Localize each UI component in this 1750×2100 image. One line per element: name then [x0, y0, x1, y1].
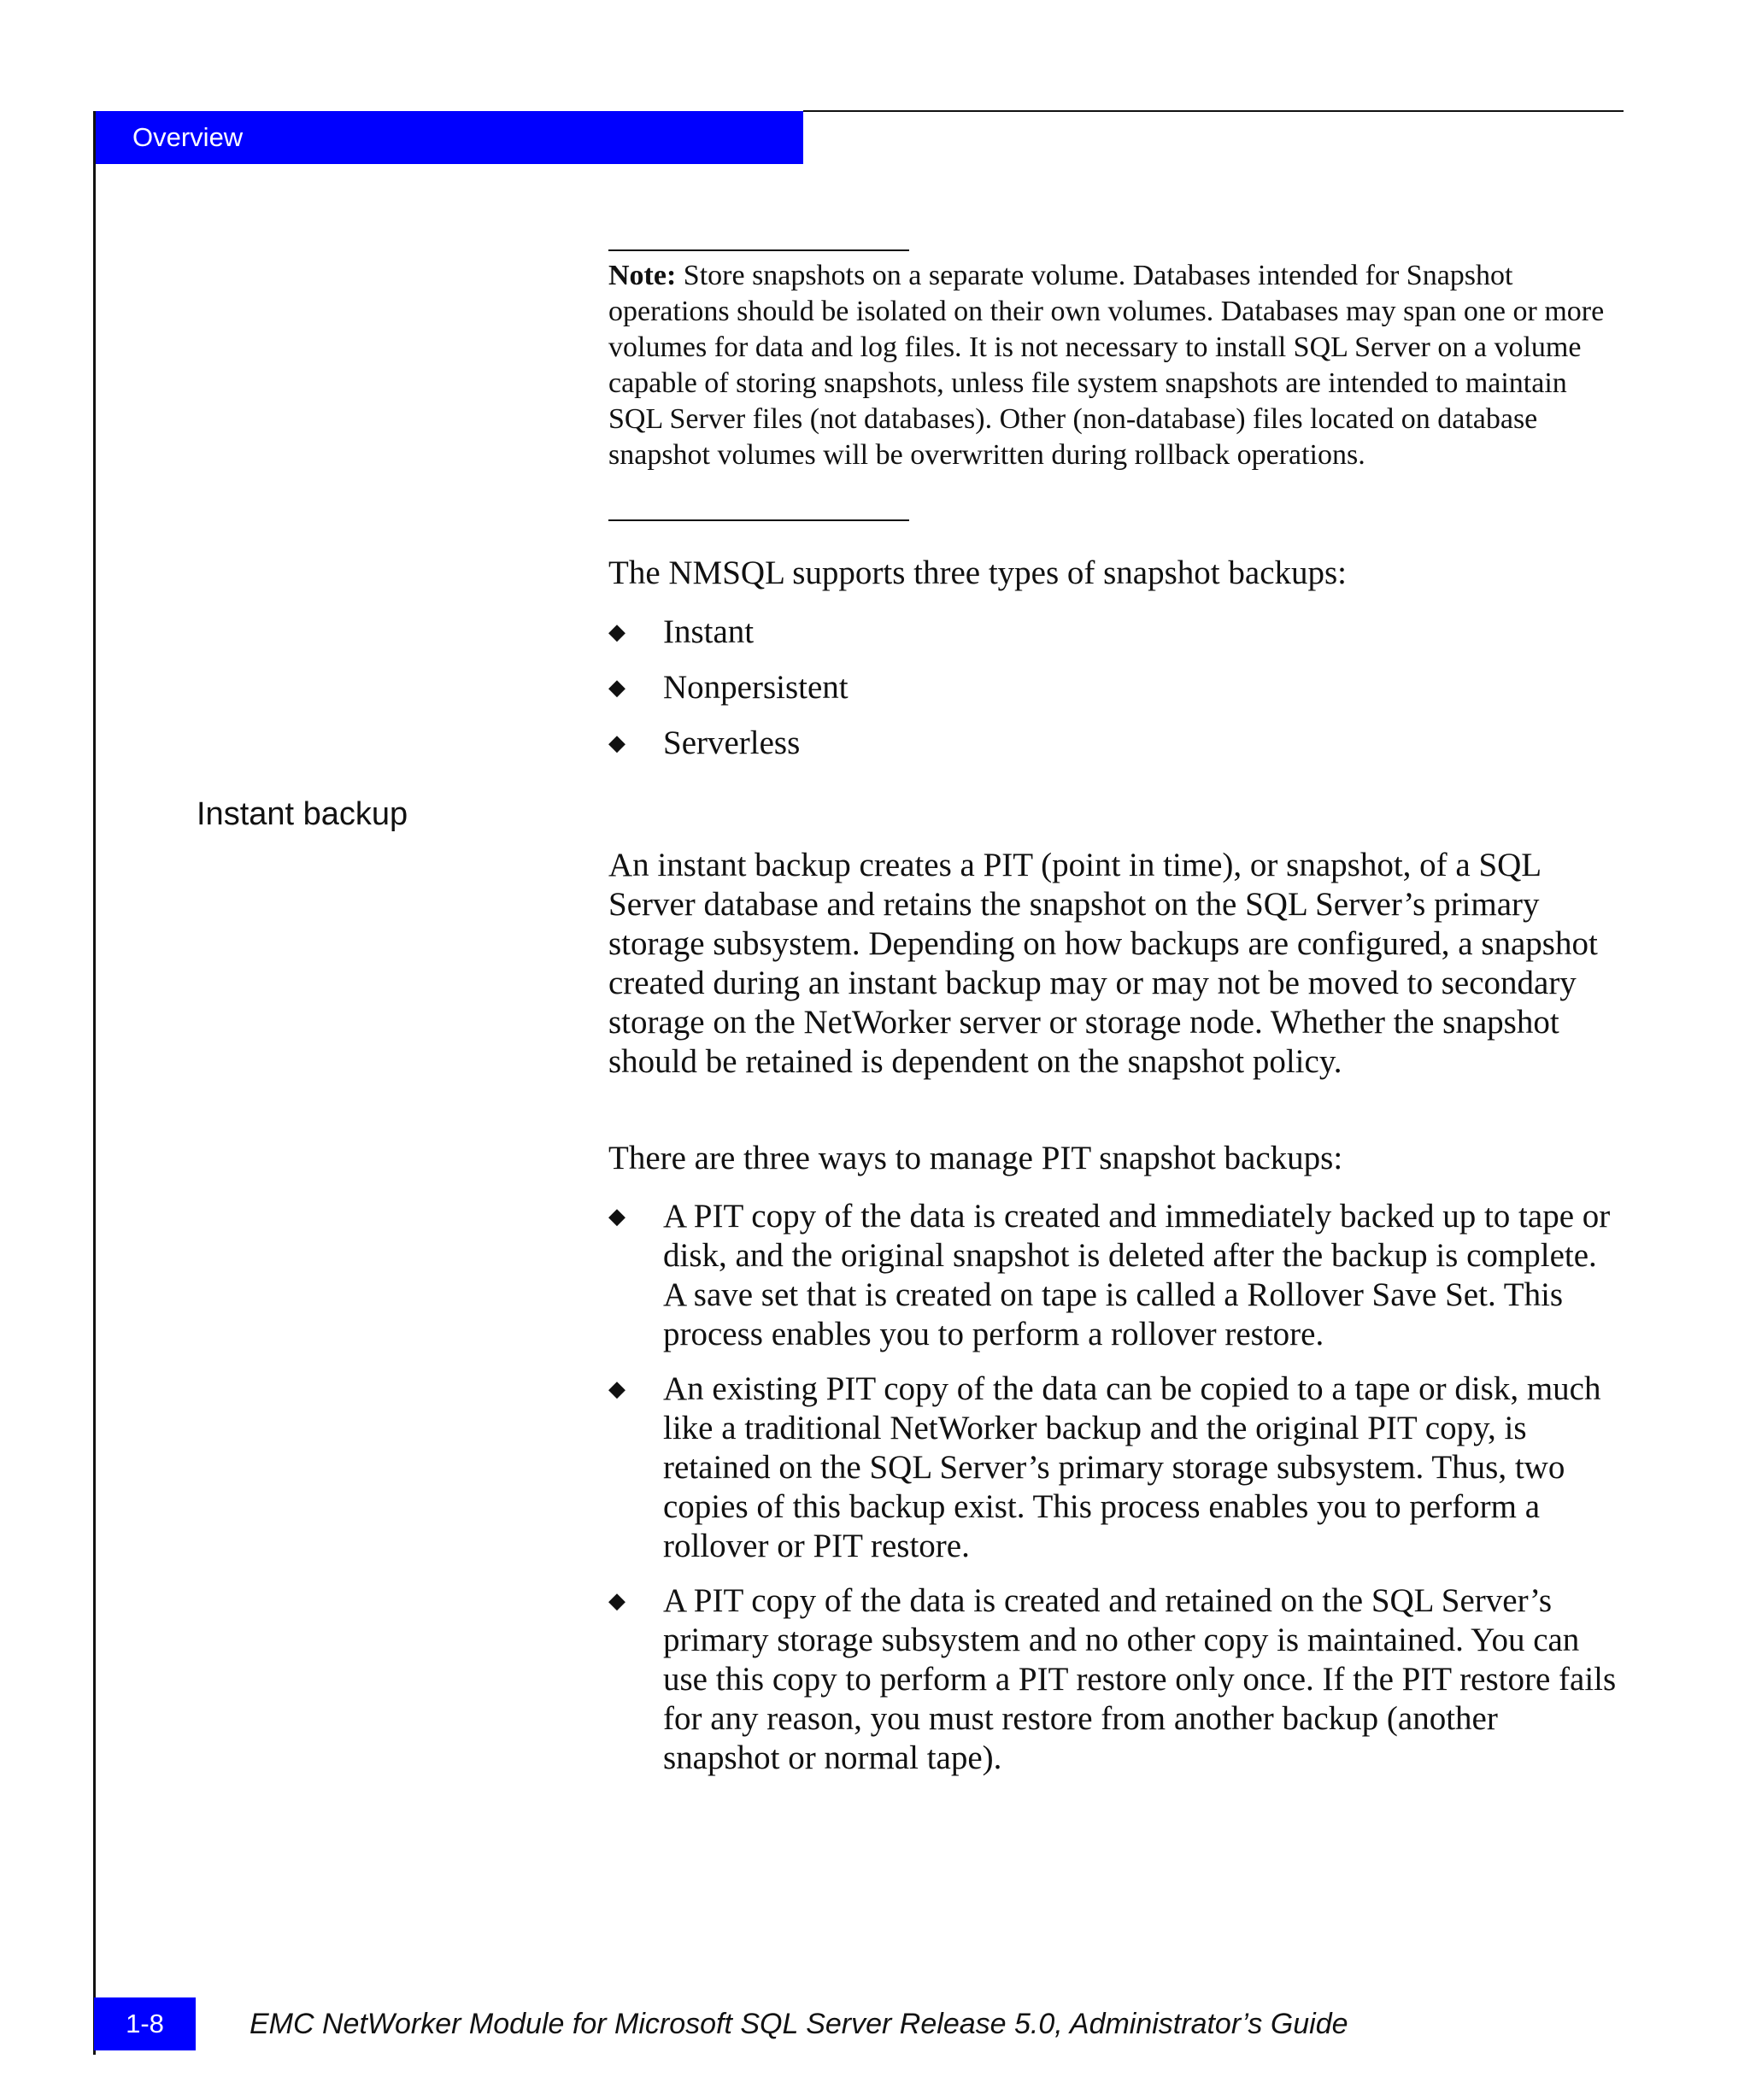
note-label: Note:: [608, 260, 677, 291]
list-item: [608, 1370, 1617, 1566]
note-top-rule: [608, 249, 909, 251]
diamond-bullet-icon: ◆: [608, 1376, 625, 1402]
list-item-text: An existing PIT copy of the data can be copied to a tape or disk, much like a traditional NetWorker backup and the original PIT copy, is retained on the SQL Server’s primary storage subsystem. Thus, two copies of this backup exist. This process enables you to perform a rollover or PIT restore.: [663, 1370, 1601, 1564]
list-item: [608, 668, 1617, 707]
diamond-bullet-icon: ◆: [608, 1204, 625, 1229]
page-number: 1-8: [94, 1997, 196, 2050]
diamond-bullet-icon: ◆: [608, 1588, 625, 1614]
left-margin-rule: [93, 111, 96, 2055]
note-text: Store snapshots on a separate volume. Databases intended for Snapshot operations should be isolated on their own volumes. Databases may span one or more volumes for data and log files. It is not necessary to install SQL Server on a volume capable of storing snapshots, unless file system snapshots are intended to maintain SQL Server files (not databases). Other (non-database) files located on database snapshot volumes will be overwritten during rollback operations.: [608, 260, 1605, 471]
section-header-tab: [94, 111, 803, 164]
section-heading: Instant backup: [197, 796, 408, 832]
diamond-bullet-icon: ◆: [608, 619, 625, 645]
diamond-bullet-icon: ◆: [608, 730, 625, 756]
footer-title: EMC NetWorker Module for Microsoft SQL Server Release 5.0, Administrator’s Guide: [250, 2008, 1348, 2040]
intro-text: The NMSQL supports three types of snapshot backups:: [608, 554, 1348, 591]
list-item: [608, 1581, 1617, 1778]
management-lead-text: There are three ways to manage PIT snapshot backups:: [608, 1140, 1343, 1176]
list-item-text: A PIT copy of the data is created and retained on the SQL Server’s primary storage subsystem and no other copy is maintained. You can use this copy to perform a PIT restore only once. If the PIT restore fails for any reason, you must restore from another backup (another snapshot or normal tape).: [663, 1582, 1617, 1776]
list-item-text: Instant: [663, 613, 755, 650]
list-item: [608, 613, 1617, 652]
list-item-text: Nonpersistent: [663, 669, 849, 706]
note-bottom-rule: [608, 519, 909, 521]
section-label: Overview: [132, 122, 244, 152]
list-item: [608, 724, 1617, 763]
note-block: [608, 258, 1617, 473]
diamond-bullet-icon: ◆: [608, 675, 625, 701]
list-item-text: A PIT copy of the data is created and immediately backed up to tape or disk, and the original snapshot is deleted after the backup is complete. A save set that is created on tape is called a Rollover Save Set. This process enables you to perform a rollover restore.: [663, 1198, 1611, 1352]
header-rule: [803, 110, 1624, 112]
instant-backup-paragraph: An instant backup creates a PIT (point in time), or snapshot, of a SQL Server database and retains the snapshot on the SQL Server’s primary storage subsystem. Depending on how backups are configured, a snapshot created during an instant backup may or may not be moved to secondary storage on the NetWorker server or storage node. Whether the snapshot should be retained is dependent on the snapshot policy.: [608, 847, 1598, 1080]
list-item: [608, 1197, 1617, 1354]
list-item-text: Serverless: [663, 724, 801, 761]
